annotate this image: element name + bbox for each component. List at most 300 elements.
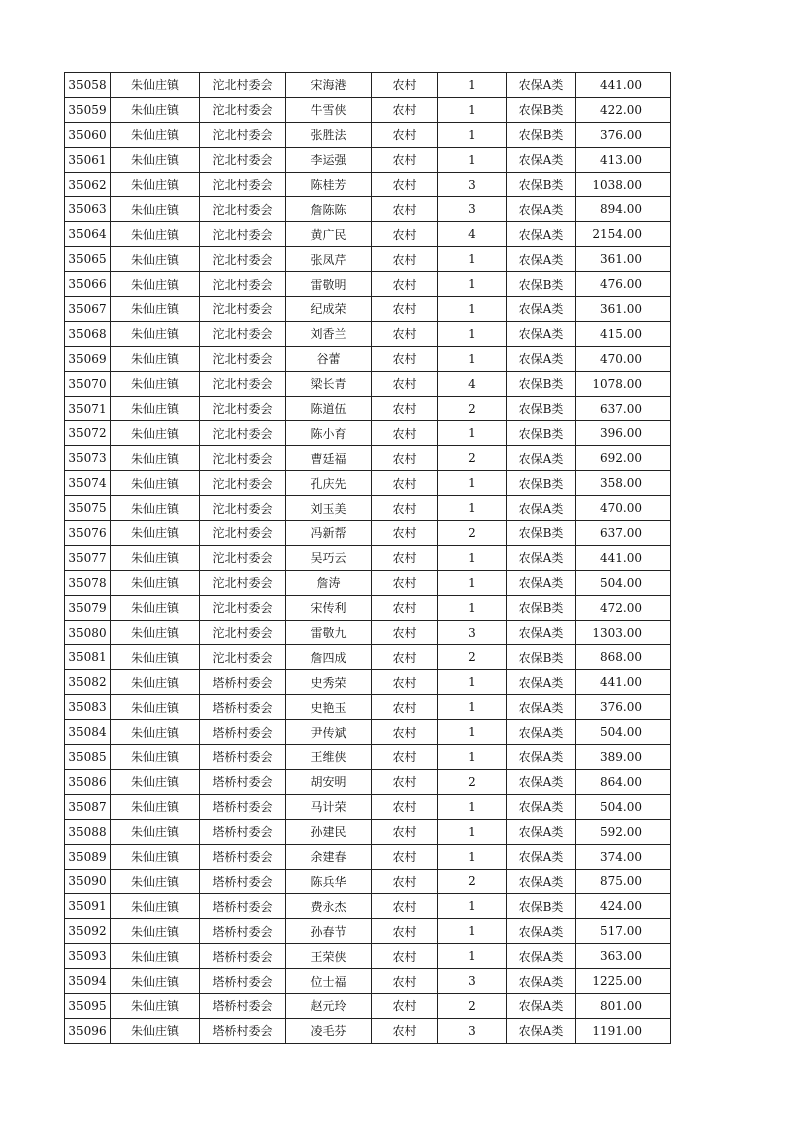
name-cell: 张凤芹: [286, 247, 372, 272]
record-id-cell: 35080: [65, 620, 111, 645]
name-cell: 刘香兰: [286, 321, 372, 346]
name-cell: 宋传利: [286, 595, 372, 620]
amount-cell: 389.00: [576, 745, 671, 770]
town-cell: 朱仙庄镇: [111, 1018, 200, 1043]
amount-cell: 637.00: [576, 396, 671, 421]
household-count-cell: 2: [438, 769, 507, 794]
table-row: [65, 844, 671, 869]
table-row: [65, 794, 671, 819]
insurance-type-cell: 农保B类: [507, 595, 576, 620]
name-cell: 王维侠: [286, 745, 372, 770]
town-cell: 朱仙庄镇: [111, 371, 200, 396]
name-cell: 陈兵华: [286, 869, 372, 894]
name-cell: 尹传斌: [286, 720, 372, 745]
amount-cell: 1191.00: [576, 1018, 671, 1043]
village-cell: 塔桥村委会: [200, 944, 286, 969]
table-row: [65, 545, 671, 570]
village-cell: 沱北村委会: [200, 521, 286, 546]
household-count-cell: 1: [438, 471, 507, 496]
village-cell: 塔桥村委会: [200, 993, 286, 1018]
name-cell: 孔庆先: [286, 471, 372, 496]
record-id-cell: 35083: [65, 695, 111, 720]
name-cell: 孙建民: [286, 819, 372, 844]
insurance-type-cell: 农保A类: [507, 1018, 576, 1043]
table-row: [65, 521, 671, 546]
household-count-cell: 3: [438, 969, 507, 994]
name-cell: 陈桂芳: [286, 172, 372, 197]
town-cell: 朱仙庄镇: [111, 147, 200, 172]
town-cell: 朱仙庄镇: [111, 595, 200, 620]
table-row: [65, 496, 671, 521]
household-count-cell: 2: [438, 521, 507, 546]
amount-cell: 361.00: [576, 247, 671, 272]
village-cell: 塔桥村委会: [200, 745, 286, 770]
insurance-type-cell: 农保A类: [507, 944, 576, 969]
name-cell: 赵元玲: [286, 993, 372, 1018]
insurance-type-cell: 农保A类: [507, 446, 576, 471]
name-cell: 纪成荣: [286, 297, 372, 322]
village-cell: 塔桥村委会: [200, 919, 286, 944]
insurance-type-cell: 农保B类: [507, 645, 576, 670]
table-row: [65, 471, 671, 496]
household-count-cell: 3: [438, 197, 507, 222]
town-cell: 朱仙庄镇: [111, 670, 200, 695]
area-type-cell: 农村: [372, 73, 438, 98]
village-cell: 沱北村委会: [200, 545, 286, 570]
village-cell: 塔桥村委会: [200, 720, 286, 745]
town-cell: 朱仙庄镇: [111, 769, 200, 794]
insurance-type-cell: 农保B类: [507, 97, 576, 122]
insurance-type-cell: 农保B类: [507, 521, 576, 546]
amount-cell: 476.00: [576, 272, 671, 297]
insurance-type-cell: 农保A类: [507, 769, 576, 794]
area-type-cell: 农村: [372, 745, 438, 770]
town-cell: 朱仙庄镇: [111, 73, 200, 98]
record-id-cell: 35093: [65, 944, 111, 969]
name-cell: 凌毛芬: [286, 1018, 372, 1043]
area-type-cell: 农村: [372, 769, 438, 794]
area-type-cell: 农村: [372, 421, 438, 446]
area-type-cell: 农村: [372, 944, 438, 969]
name-cell: 李运强: [286, 147, 372, 172]
table-row: [65, 73, 671, 98]
household-count-cell: 1: [438, 421, 507, 446]
table-row: [65, 645, 671, 670]
name-cell: 陈小育: [286, 421, 372, 446]
town-cell: 朱仙庄镇: [111, 521, 200, 546]
record-id-cell: 35096: [65, 1018, 111, 1043]
record-id-cell: 35090: [65, 869, 111, 894]
table-row: [65, 272, 671, 297]
village-cell: 沱北村委会: [200, 172, 286, 197]
table-row: [65, 321, 671, 346]
table-row: [65, 695, 671, 720]
table-row: [65, 819, 671, 844]
table-row: [65, 197, 671, 222]
table-row: [65, 122, 671, 147]
household-count-cell: 1: [438, 297, 507, 322]
area-type-cell: 农村: [372, 695, 438, 720]
amount-cell: 1078.00: [576, 371, 671, 396]
village-cell: 沱北村委会: [200, 197, 286, 222]
village-cell: 沱北村委会: [200, 421, 286, 446]
table-row: [65, 421, 671, 446]
amount-cell: 504.00: [576, 720, 671, 745]
record-id-cell: 35094: [65, 969, 111, 994]
amount-cell: 363.00: [576, 944, 671, 969]
town-cell: 朱仙庄镇: [111, 745, 200, 770]
area-type-cell: 农村: [372, 247, 438, 272]
household-count-cell: 1: [438, 944, 507, 969]
amount-cell: 692.00: [576, 446, 671, 471]
town-cell: 朱仙庄镇: [111, 97, 200, 122]
village-cell: 沱北村委会: [200, 321, 286, 346]
record-id-cell: 35092: [65, 919, 111, 944]
amount-cell: 361.00: [576, 297, 671, 322]
name-cell: 余建春: [286, 844, 372, 869]
insurance-type-cell: 农保A类: [507, 819, 576, 844]
household-count-cell: 1: [438, 247, 507, 272]
area-type-cell: 农村: [372, 570, 438, 595]
insurance-type-cell: 农保B类: [507, 371, 576, 396]
area-type-cell: 农村: [372, 396, 438, 421]
table-body: [65, 73, 671, 1044]
town-cell: 朱仙庄镇: [111, 969, 200, 994]
village-cell: 沱北村委会: [200, 147, 286, 172]
amount-cell: 396.00: [576, 421, 671, 446]
table-row: [65, 396, 671, 421]
amount-cell: 424.00: [576, 894, 671, 919]
household-count-cell: 1: [438, 122, 507, 147]
record-id-cell: 35059: [65, 97, 111, 122]
table-row: [65, 869, 671, 894]
name-cell: 王荣侠: [286, 944, 372, 969]
village-cell: 塔桥村委会: [200, 844, 286, 869]
town-cell: 朱仙庄镇: [111, 346, 200, 371]
insurance-type-cell: 农保B类: [507, 471, 576, 496]
town-cell: 朱仙庄镇: [111, 819, 200, 844]
area-type-cell: 农村: [372, 894, 438, 919]
insurance-type-cell: 农保B类: [507, 396, 576, 421]
village-cell: 塔桥村委会: [200, 769, 286, 794]
village-cell: 沱北村委会: [200, 346, 286, 371]
insurance-type-cell: 农保B类: [507, 122, 576, 147]
village-cell: 沱北村委会: [200, 396, 286, 421]
town-cell: 朱仙庄镇: [111, 222, 200, 247]
name-cell: 陈道伍: [286, 396, 372, 421]
name-cell: 史艳玉: [286, 695, 372, 720]
name-cell: 史秀荣: [286, 670, 372, 695]
insurance-type-cell: 农保A类: [507, 147, 576, 172]
record-id-cell: 35075: [65, 496, 111, 521]
household-count-cell: 2: [438, 869, 507, 894]
village-cell: 沱北村委会: [200, 570, 286, 595]
amount-cell: 415.00: [576, 321, 671, 346]
insurance-type-cell: 农保A类: [507, 745, 576, 770]
household-count-cell: 3: [438, 172, 507, 197]
name-cell: 詹陈陈: [286, 197, 372, 222]
town-cell: 朱仙庄镇: [111, 720, 200, 745]
household-count-cell: 2: [438, 993, 507, 1018]
name-cell: 费永杰: [286, 894, 372, 919]
village-cell: 塔桥村委会: [200, 794, 286, 819]
insurance-type-cell: 农保A类: [507, 844, 576, 869]
name-cell: 位士福: [286, 969, 372, 994]
household-count-cell: 1: [438, 73, 507, 98]
amount-cell: 504.00: [576, 570, 671, 595]
town-cell: 朱仙庄镇: [111, 794, 200, 819]
town-cell: 朱仙庄镇: [111, 421, 200, 446]
name-cell: 詹四成: [286, 645, 372, 670]
village-cell: 塔桥村委会: [200, 969, 286, 994]
record-id-cell: 35073: [65, 446, 111, 471]
area-type-cell: 农村: [372, 496, 438, 521]
household-count-cell: 1: [438, 894, 507, 919]
area-type-cell: 农村: [372, 869, 438, 894]
area-type-cell: 农村: [372, 819, 438, 844]
town-cell: 朱仙庄镇: [111, 869, 200, 894]
amount-cell: 2154.00: [576, 222, 671, 247]
amount-cell: 441.00: [576, 670, 671, 695]
town-cell: 朱仙庄镇: [111, 894, 200, 919]
household-count-cell: 1: [438, 570, 507, 595]
insurance-type-cell: 农保A类: [507, 346, 576, 371]
area-type-cell: 农村: [372, 521, 438, 546]
household-count-cell: 1: [438, 695, 507, 720]
village-cell: 沱北村委会: [200, 496, 286, 521]
village-cell: 沱北村委会: [200, 371, 286, 396]
name-cell: 雷敬九: [286, 620, 372, 645]
area-type-cell: 农村: [372, 272, 438, 297]
amount-cell: 504.00: [576, 794, 671, 819]
village-cell: 沱北村委会: [200, 595, 286, 620]
village-cell: 塔桥村委会: [200, 894, 286, 919]
village-cell: 沱北村委会: [200, 471, 286, 496]
table-row: [65, 993, 671, 1018]
town-cell: 朱仙庄镇: [111, 944, 200, 969]
amount-cell: 441.00: [576, 73, 671, 98]
table-row: [65, 570, 671, 595]
amount-cell: 875.00: [576, 869, 671, 894]
town-cell: 朱仙庄镇: [111, 496, 200, 521]
insurance-type-cell: 农保A类: [507, 695, 576, 720]
village-cell: 沱北村委会: [200, 122, 286, 147]
household-count-cell: 1: [438, 745, 507, 770]
record-id-cell: 35069: [65, 346, 111, 371]
area-type-cell: 农村: [372, 645, 438, 670]
area-type-cell: 农村: [372, 670, 438, 695]
record-id-cell: 35071: [65, 396, 111, 421]
table-row: [65, 745, 671, 770]
name-cell: 黄广民: [286, 222, 372, 247]
household-count-cell: 1: [438, 819, 507, 844]
area-type-cell: 农村: [372, 919, 438, 944]
area-type-cell: 农村: [372, 471, 438, 496]
insurance-type-cell: 农保B类: [507, 172, 576, 197]
town-cell: 朱仙庄镇: [111, 446, 200, 471]
town-cell: 朱仙庄镇: [111, 620, 200, 645]
area-type-cell: 农村: [372, 720, 438, 745]
table-row: [65, 172, 671, 197]
name-cell: 冯新帮: [286, 521, 372, 546]
amount-cell: 374.00: [576, 844, 671, 869]
village-cell: 沱北村委会: [200, 297, 286, 322]
amount-cell: 376.00: [576, 695, 671, 720]
amount-cell: 637.00: [576, 521, 671, 546]
household-count-cell: 1: [438, 496, 507, 521]
household-count-cell: 4: [438, 222, 507, 247]
amount-cell: 1225.00: [576, 969, 671, 994]
insurance-type-cell: 农保B类: [507, 894, 576, 919]
household-count-cell: 1: [438, 545, 507, 570]
table-row: [65, 720, 671, 745]
insurance-type-cell: 农保A类: [507, 247, 576, 272]
household-count-cell: 1: [438, 346, 507, 371]
name-cell: 刘玉美: [286, 496, 372, 521]
insurance-type-cell: 农保B类: [507, 421, 576, 446]
amount-cell: 517.00: [576, 919, 671, 944]
area-type-cell: 农村: [372, 197, 438, 222]
insurance-type-cell: 农保A类: [507, 297, 576, 322]
name-cell: 宋海港: [286, 73, 372, 98]
record-id-cell: 35081: [65, 645, 111, 670]
amount-cell: 472.00: [576, 595, 671, 620]
table-row: [65, 944, 671, 969]
record-id-cell: 35070: [65, 371, 111, 396]
town-cell: 朱仙庄镇: [111, 645, 200, 670]
table-row: [65, 620, 671, 645]
area-type-cell: 农村: [372, 620, 438, 645]
table-row: [65, 297, 671, 322]
household-count-cell: 1: [438, 147, 507, 172]
amount-cell: 413.00: [576, 147, 671, 172]
record-id-cell: 35060: [65, 122, 111, 147]
insurance-type-cell: 农保A类: [507, 197, 576, 222]
village-cell: 沱北村委会: [200, 620, 286, 645]
table-row: [65, 446, 671, 471]
village-cell: 沱北村委会: [200, 446, 286, 471]
area-type-cell: 农村: [372, 446, 438, 471]
household-count-cell: 1: [438, 321, 507, 346]
amount-cell: 801.00: [576, 993, 671, 1018]
table-row: [65, 919, 671, 944]
household-count-cell: 1: [438, 844, 507, 869]
record-id-cell: 35061: [65, 147, 111, 172]
household-count-cell: 2: [438, 645, 507, 670]
amount-cell: 470.00: [576, 496, 671, 521]
village-cell: 沱北村委会: [200, 97, 286, 122]
name-cell: 詹涛: [286, 570, 372, 595]
insurance-type-cell: 农保A类: [507, 919, 576, 944]
insurance-type-cell: 农保A类: [507, 73, 576, 98]
town-cell: 朱仙庄镇: [111, 993, 200, 1018]
record-id-cell: 35068: [65, 321, 111, 346]
table-row: [65, 247, 671, 272]
household-count-cell: 1: [438, 595, 507, 620]
town-cell: 朱仙庄镇: [111, 844, 200, 869]
area-type-cell: 农村: [372, 1018, 438, 1043]
household-count-cell: 1: [438, 670, 507, 695]
household-count-cell: 4: [438, 371, 507, 396]
amount-cell: 470.00: [576, 346, 671, 371]
household-count-cell: 1: [438, 97, 507, 122]
insurance-type-cell: 农保A类: [507, 496, 576, 521]
record-id-cell: 35082: [65, 670, 111, 695]
record-id-cell: 35091: [65, 894, 111, 919]
table-row: [65, 595, 671, 620]
village-cell: 塔桥村委会: [200, 1018, 286, 1043]
table-row: [65, 670, 671, 695]
table-row: [65, 969, 671, 994]
town-cell: 朱仙庄镇: [111, 272, 200, 297]
village-cell: 塔桥村委会: [200, 819, 286, 844]
record-id-cell: 35085: [65, 745, 111, 770]
area-type-cell: 农村: [372, 321, 438, 346]
insurance-type-cell: 农保A类: [507, 794, 576, 819]
village-cell: 沱北村委会: [200, 247, 286, 272]
amount-cell: 422.00: [576, 97, 671, 122]
record-id-cell: 35095: [65, 993, 111, 1018]
household-count-cell: 3: [438, 620, 507, 645]
area-type-cell: 农村: [372, 122, 438, 147]
table-row: [65, 1018, 671, 1043]
record-id-cell: 35078: [65, 570, 111, 595]
amount-cell: 894.00: [576, 197, 671, 222]
name-cell: 张胜法: [286, 122, 372, 147]
village-cell: 沱北村委会: [200, 272, 286, 297]
name-cell: 曹廷福: [286, 446, 372, 471]
village-cell: 塔桥村委会: [200, 670, 286, 695]
area-type-cell: 农村: [372, 969, 438, 994]
household-count-cell: 2: [438, 446, 507, 471]
area-type-cell: 农村: [372, 794, 438, 819]
allowance-table: [64, 72, 671, 1044]
town-cell: 朱仙庄镇: [111, 570, 200, 595]
town-cell: 朱仙庄镇: [111, 197, 200, 222]
area-type-cell: 农村: [372, 297, 438, 322]
record-id-cell: 35063: [65, 197, 111, 222]
area-type-cell: 农村: [372, 844, 438, 869]
name-cell: 雷敬明: [286, 272, 372, 297]
insurance-type-cell: 农保A类: [507, 321, 576, 346]
record-id-cell: 35066: [65, 272, 111, 297]
insurance-type-cell: 农保A类: [507, 969, 576, 994]
town-cell: 朱仙庄镇: [111, 172, 200, 197]
insurance-type-cell: 农保A类: [507, 222, 576, 247]
table-row: [65, 346, 671, 371]
record-id-cell: 35072: [65, 421, 111, 446]
area-type-cell: 农村: [372, 346, 438, 371]
amount-cell: 441.00: [576, 545, 671, 570]
table-row: [65, 147, 671, 172]
area-type-cell: 农村: [372, 222, 438, 247]
name-cell: 吴巧云: [286, 545, 372, 570]
amount-cell: 376.00: [576, 122, 671, 147]
town-cell: 朱仙庄镇: [111, 471, 200, 496]
record-id-cell: 35086: [65, 769, 111, 794]
record-id-cell: 35087: [65, 794, 111, 819]
household-count-cell: 3: [438, 1018, 507, 1043]
area-type-cell: 农村: [372, 595, 438, 620]
town-cell: 朱仙庄镇: [111, 297, 200, 322]
record-id-cell: 35058: [65, 73, 111, 98]
village-cell: 沱北村委会: [200, 645, 286, 670]
household-count-cell: 1: [438, 272, 507, 297]
table-row: [65, 769, 671, 794]
area-type-cell: 农村: [372, 97, 438, 122]
town-cell: 朱仙庄镇: [111, 122, 200, 147]
amount-cell: 592.00: [576, 819, 671, 844]
